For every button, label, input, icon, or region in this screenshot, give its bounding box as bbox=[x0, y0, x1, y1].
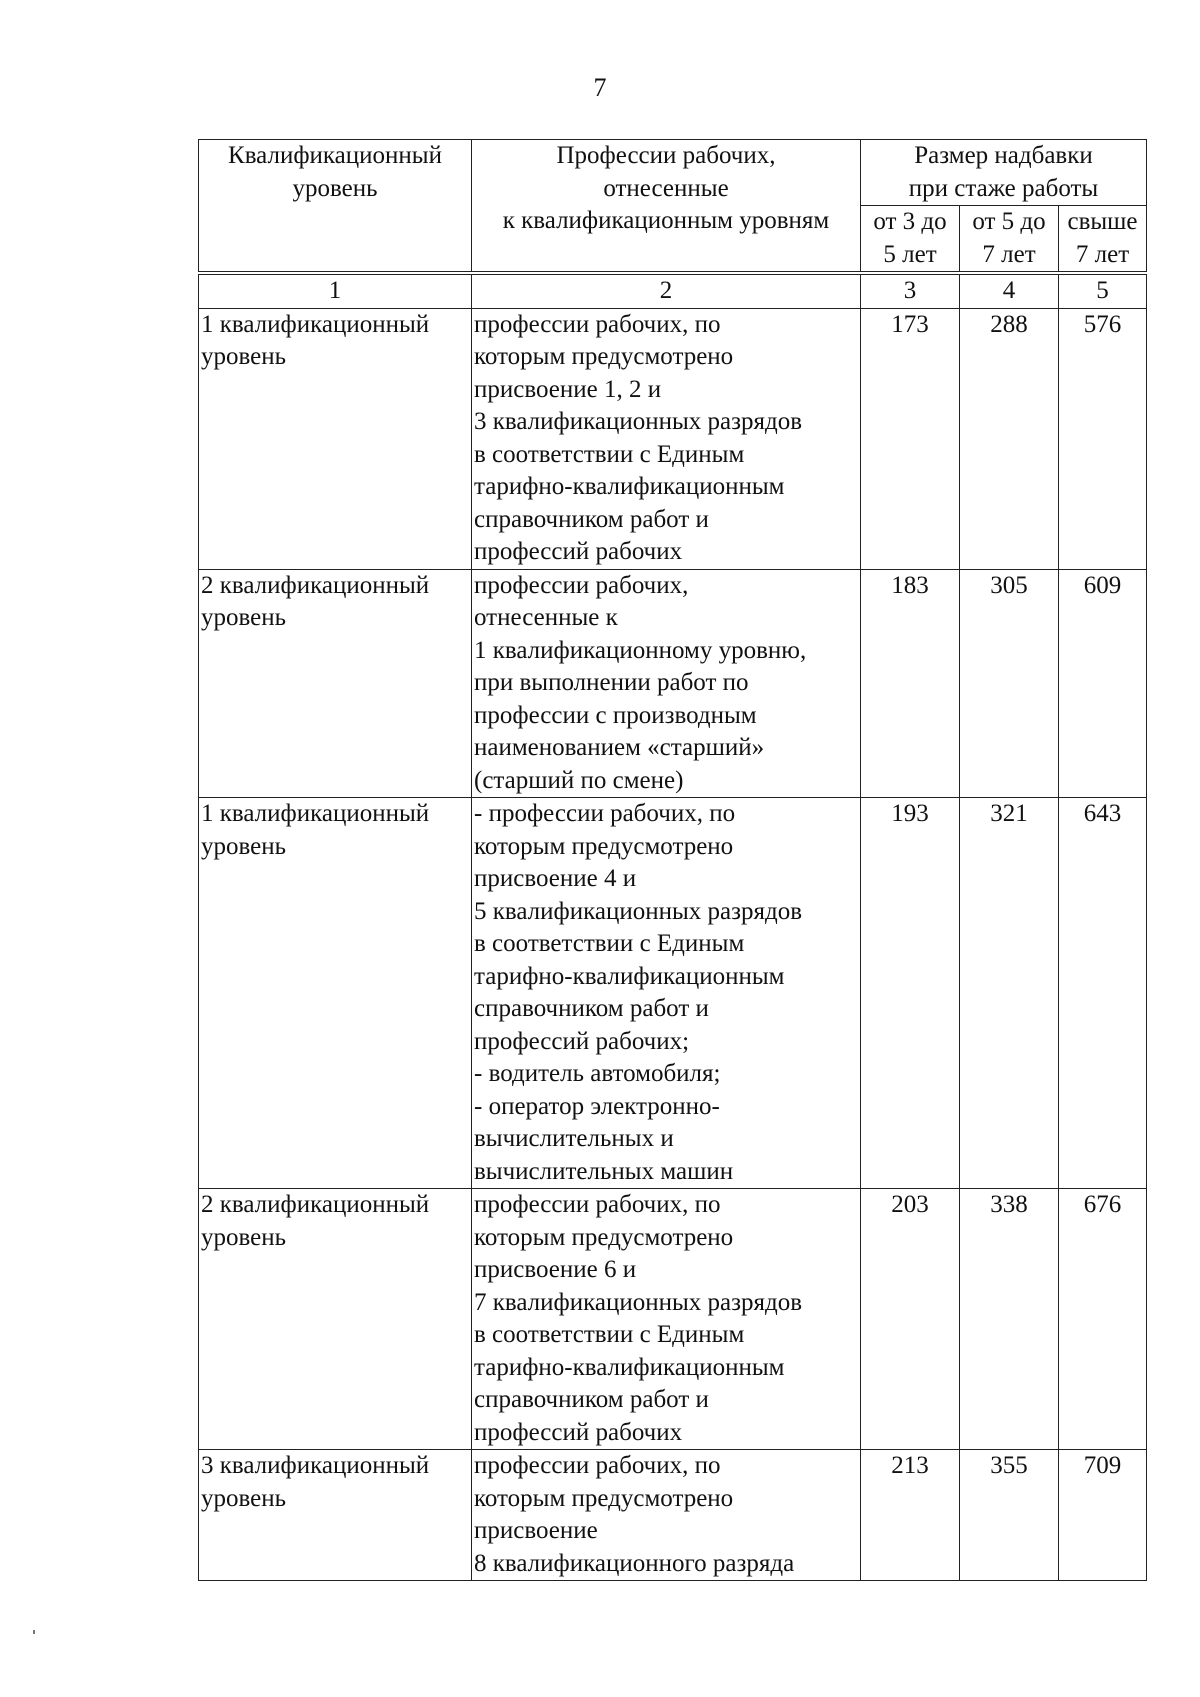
professions-cell: профессии рабочих, отнесенные к 1 квалификационному уровню, при выполнении работ по профессии с производным наименованием «старший» (старший по смене) bbox=[472, 569, 861, 798]
qualification-level-cell: 1 квалификационный уровень bbox=[199, 798, 472, 1189]
professions-cell: профессии рабочих, по которым предусмотрено присвоение 1, 2 и 3 квалификационных разрядов в соответствии с Единым тарифно-квалификационным справочником работ и профессий рабочих bbox=[472, 308, 861, 569]
header-3-to-5-years: от 3 до 5 лет bbox=[861, 206, 960, 274]
allowance-3-5-cell: 173 bbox=[861, 308, 960, 569]
professions-cell: - профессии рабочих, по которым предусмотрено присвоение 4 и 5 квалификационных разрядов в соответствии с Единым тарифно-квалификационным справочником работ и профессий рабочих; - водитель автомобиля; - оператор электронно- вычислительных и вычислительных машин bbox=[472, 798, 861, 1189]
allowance-5-7-cell: 305 bbox=[960, 569, 1059, 798]
allowance-over-7-cell: 609 bbox=[1059, 569, 1147, 798]
table-row bbox=[199, 308, 1147, 569]
professions-cell: профессии рабочих, по которым предусмотрено присвоение 8 квалификационного разряда bbox=[472, 1450, 861, 1581]
qualification-level-cell: 2 квалификационный уровень bbox=[199, 1189, 472, 1450]
professions-cell: профессии рабочих, по которым предусмотрено присвоение 6 и 7 квалификационных разрядов в соответствии с Единым тарифно-квалификационным справочником работ и профессий рабочих bbox=[472, 1189, 861, 1450]
allowance-3-5-cell: 203 bbox=[861, 1189, 960, 1450]
page-number: 7 bbox=[593, 73, 607, 102]
qualification-level-cell: 3 квалификационный уровень bbox=[199, 1450, 472, 1581]
header-professions: Профессии рабочих, отнесенные к квалификационным уровням bbox=[472, 140, 861, 274]
allowance-3-5-cell: 183 bbox=[861, 569, 960, 798]
allowance-over-7-cell: 709 bbox=[1059, 1450, 1147, 1581]
allowance-5-7-cell: 355 bbox=[960, 1450, 1059, 1581]
allowance-3-5-cell: 193 bbox=[861, 798, 960, 1189]
header-qualification-level: Квалификационный уровень bbox=[199, 140, 472, 274]
column-number: 2 bbox=[472, 273, 861, 308]
allowance-5-7-cell: 321 bbox=[960, 798, 1059, 1189]
allowance-5-7-cell: 288 bbox=[960, 308, 1059, 569]
column-number-row bbox=[199, 273, 1147, 308]
header-over-7-years: свыше 7 лет bbox=[1059, 206, 1147, 274]
table-row bbox=[199, 1450, 1147, 1581]
column-number: 1 bbox=[199, 273, 472, 308]
table-row bbox=[199, 569, 1147, 798]
header-row bbox=[199, 140, 1147, 206]
allowance-over-7-cell: 676 bbox=[1059, 1189, 1147, 1450]
qualification-level-cell: 2 квалификационный уровень bbox=[199, 569, 472, 798]
header-5-to-7-years: от 5 до 7 лет bbox=[960, 206, 1059, 274]
table-row bbox=[199, 798, 1147, 1189]
allowance-3-5-cell: 213 bbox=[861, 1450, 960, 1581]
header-allowance-size: Размер надбавки при стаже работы bbox=[861, 140, 1147, 206]
scan-speck bbox=[33, 1630, 35, 1634]
qualification-level-cell: 1 квалификационный уровень bbox=[199, 308, 472, 569]
allowance-5-7-cell: 338 bbox=[960, 1189, 1059, 1450]
column-number: 5 bbox=[1059, 273, 1147, 308]
table-row bbox=[199, 1189, 1147, 1450]
allowance-over-7-cell: 576 bbox=[1059, 308, 1147, 569]
column-number: 3 bbox=[861, 273, 960, 308]
allowance-table bbox=[198, 139, 1147, 1581]
column-number: 4 bbox=[960, 273, 1059, 308]
allowance-over-7-cell: 643 bbox=[1059, 798, 1147, 1189]
